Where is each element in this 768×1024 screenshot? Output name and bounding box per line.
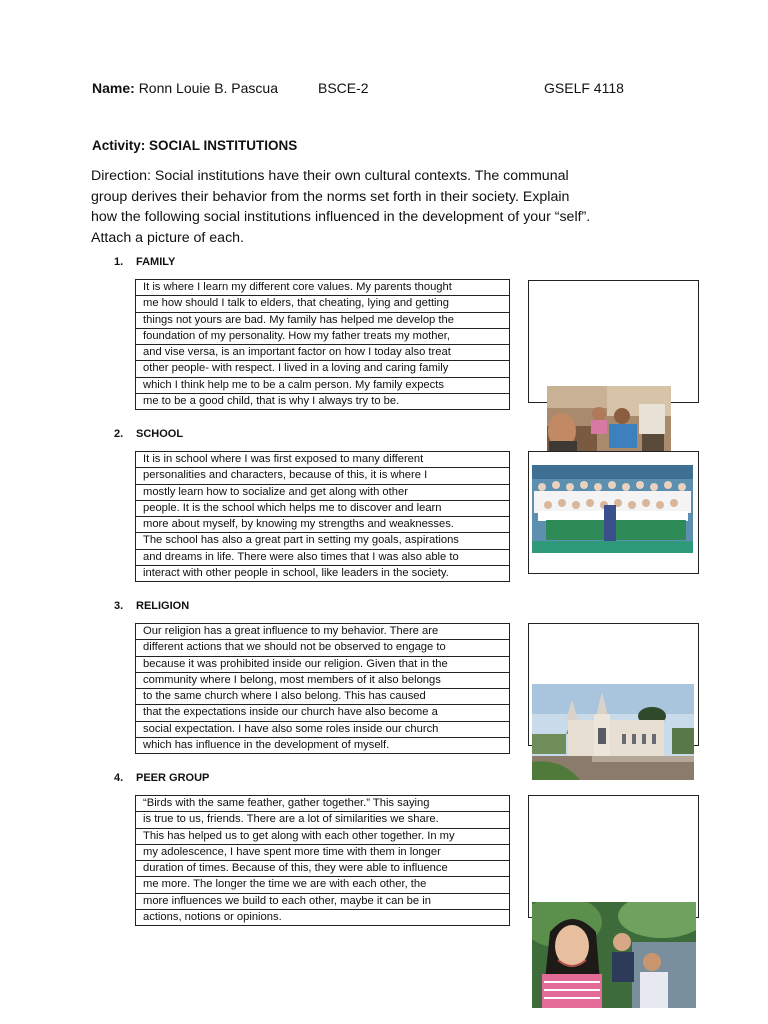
text-line: other people- with respect. I lived in a loving and caring family (136, 361, 509, 377)
friends-photo (532, 902, 696, 1008)
peer-group-picture-frame (528, 795, 699, 918)
text-line: community where I belong, most members of it also belongs (136, 673, 509, 689)
student-name: Name: Ronn Louie B. Pascua (92, 80, 279, 96)
text-line: This has helped us to get along with each other together. In my (136, 829, 509, 845)
school-class-photo (532, 465, 693, 553)
text-line: me more. The longer the time we are with each other, the (136, 877, 509, 893)
family-text-box (135, 279, 510, 410)
student-info-line (92, 80, 652, 100)
activity-title: Activity: SOCIAL INSTITUTIONS (92, 138, 298, 153)
text-line: social expectation. I have also some roles inside our church (136, 722, 509, 738)
text-line: because it was prohibited inside our religion. Given that in the (136, 657, 509, 673)
text-line: is true to us, friends. There are a lot of similarities we share. (136, 812, 509, 828)
church-photo (532, 684, 694, 780)
text-line: which I think help me to be a calm person. My family expects (136, 378, 509, 394)
religion-text-box (135, 623, 510, 754)
section-title-family: 1. FAMILY (114, 256, 176, 268)
course-label: BSCE-2 (318, 80, 369, 96)
text-line: duration of times. Because of this, they were able to influence (136, 861, 509, 877)
text-line: more influences we build to each other, maybe it can be in (136, 894, 509, 910)
section-title-religion: 3. RELIGION (114, 600, 190, 612)
text-line: which has influence in the development of myself. (143, 739, 390, 752)
subject-code: GSELF 4118 (544, 80, 624, 96)
school-text-box (135, 451, 510, 582)
peer-group-text-box (135, 795, 510, 926)
text-line: different actions that we should not be observed to engage to (136, 640, 509, 656)
text-line: interact with other people in school, like leaders in the society. (143, 567, 449, 580)
text-line: and vise versa, is an important factor on how I today also treat (136, 345, 509, 361)
text-line: more about myself, by knowing my strengths and weaknesses. (136, 517, 509, 533)
text-line: actions, notions or opinions. (143, 911, 282, 924)
text-line: that the expectations inside our church have also become a (136, 705, 509, 721)
text-line: people. It is the school which helps me to discover and learn (136, 501, 509, 517)
family-picture-frame (528, 280, 699, 403)
text-line: me to be a good child, that is why I always try to be. (143, 395, 400, 408)
text-line: Our religion has a great influence to my behavior. There are (136, 624, 509, 640)
text-line: me how should I talk to elders, that cheating, lying and getting (136, 296, 509, 312)
text-line: things not yours are bad. My family has helped me develop the (136, 313, 509, 329)
text-line: The school has also a great part in setting my goals, aspirations (136, 533, 509, 549)
direction-paragraph: Direction: Social institutions have their own cultural contexts. The communal group derives their behavior from the norms set forth in their society. Explain how the following social institutions influenced in the development of your “self”. Attach a picture of each. (91, 168, 591, 246)
text-line: to the same church where I also belong. This has caused (136, 689, 509, 705)
text-line: It is in school where I was first exposed to many different (136, 452, 509, 468)
text-line: personalities and characters, because of this, it is where I (136, 468, 509, 484)
text-line: my adolescence, I have spent more time with them in longer (136, 845, 509, 861)
text-line: and dreams in life. There were also times that I was also able to (136, 550, 509, 566)
text-line: foundation of my personality. How my father treats my mother, (136, 329, 509, 345)
text-line: “Birds with the same feather, gather together.” This saying (136, 796, 509, 812)
text-line: mostly learn how to socialize and get along with other (136, 485, 509, 501)
section-title-peer-group: 4. PEER GROUP (114, 772, 210, 784)
section-title-school: 2. SCHOOL (114, 428, 184, 440)
text-line: It is where I learn my different core values. My parents thought (136, 280, 509, 296)
